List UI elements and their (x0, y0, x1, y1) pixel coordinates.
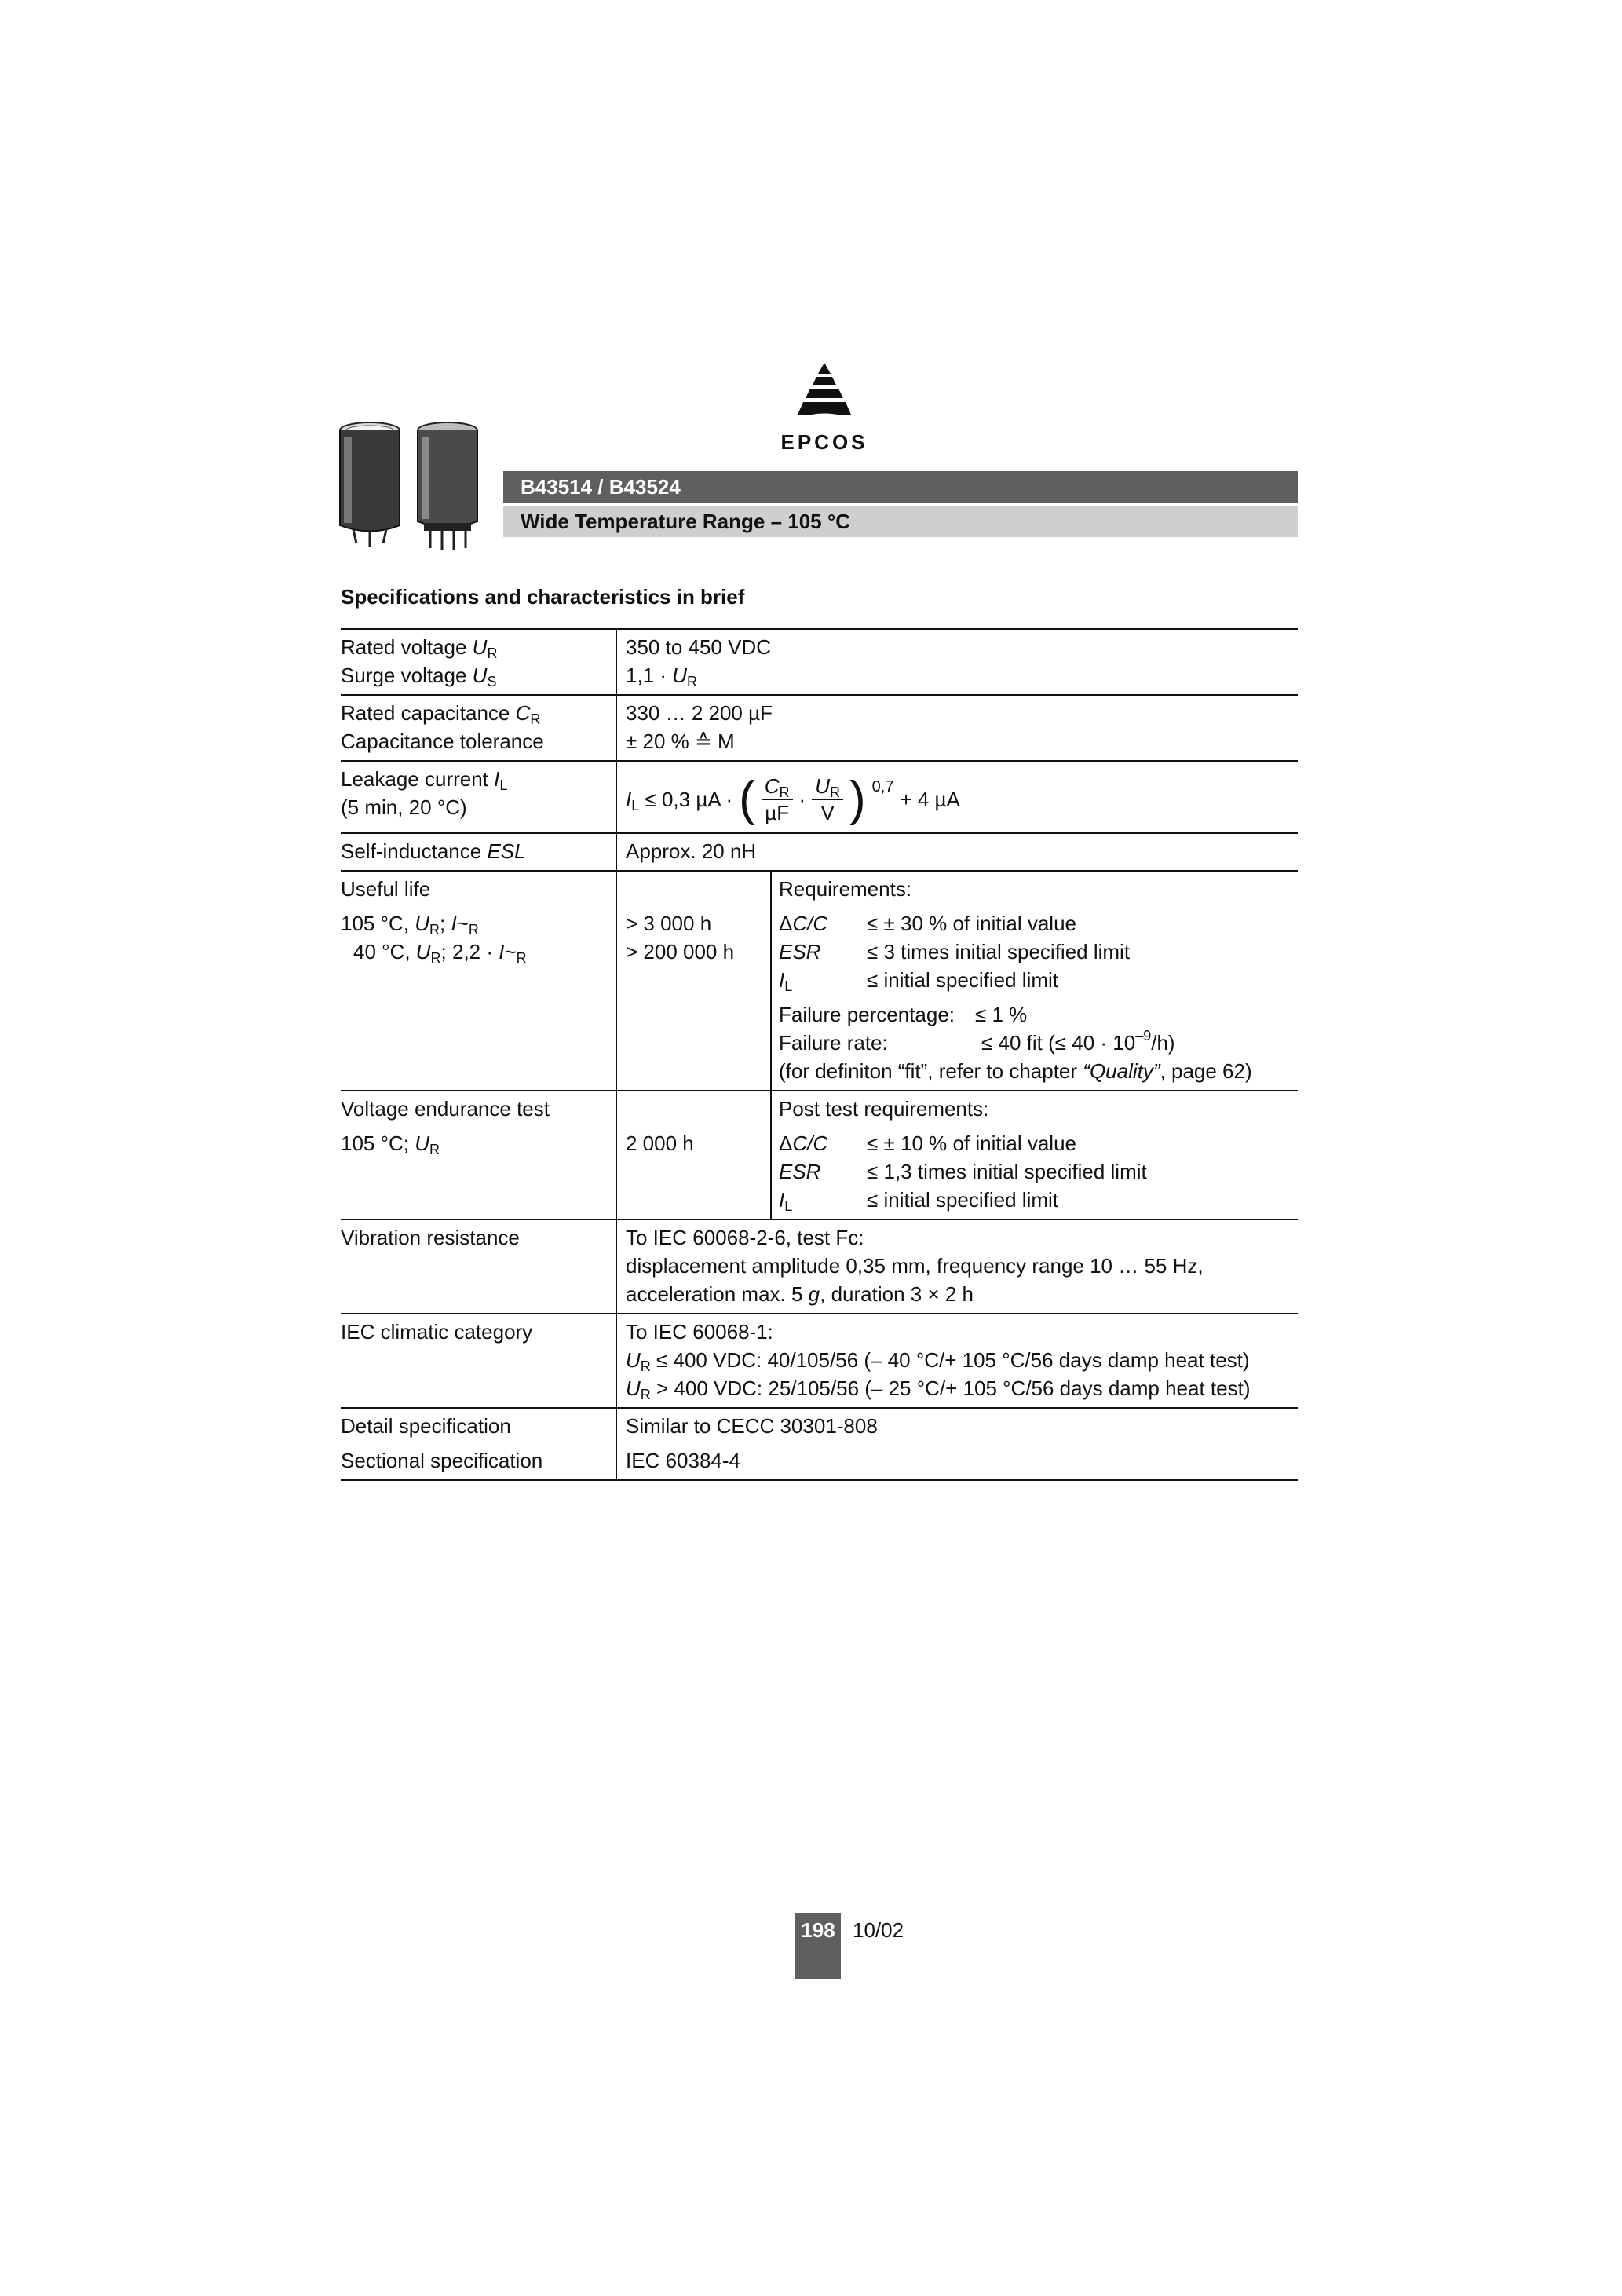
rated-capacitance-label: Rated capacitance $C_R$ (341, 701, 541, 727)
rated-capacitance-value: 330 … 2 200 µF (626, 701, 773, 725)
spec-table (341, 628, 1298, 1481)
formula-tail: + 4 µA (900, 788, 960, 811)
useful-life-req-esr: ESR ≤ 3 times initial specified limit (779, 940, 1131, 963)
leakage-current-label: Leakage current $I_L$ (341, 767, 508, 793)
formula-exponent: 0,7 (871, 778, 894, 795)
climatic-line-3: $U_R > 400$ VDC: 25/105/56 (– 25 °C/+ 105 °C/56 days damp heat test) (626, 1377, 1251, 1402)
climatic-line-2: $U_R \le 400$ VDC: 40/105/56 (– 40 °C/+ 105 °C/56 days damp heat test) (626, 1348, 1250, 1374)
useful-life-req-capacitance-change: ΔC/C ≤ ± 30 % of initial value (779, 912, 1077, 935)
paren-open: ( (739, 772, 755, 826)
spec-row-capacitance (341, 696, 1298, 762)
voltage-endurance-label: Voltage endurance test (341, 1097, 550, 1121)
useful-life-label: Useful life (341, 877, 431, 901)
post-test-requirements-title: Post test requirements: (779, 1097, 989, 1121)
useful-life-condition-2: 40 °C, $U_R$; $2,2 \cdot I\sim_R$ (353, 940, 527, 966)
climatic-label: IEC climatic category (341, 1320, 533, 1344)
section-title: Specifications and characteristics in brief (341, 585, 745, 609)
capacitance-tolerance-label: Capacitance tolerance (341, 729, 544, 753)
post-test-req-leakage: $I_L$ ≤ initial specified limit (779, 1188, 1059, 1214)
climatic-line-1: To IEC 60068-1: (626, 1320, 773, 1344)
fraction-voltage: $\frac{U_R}{V}$ (812, 773, 843, 825)
capacitor-product-image (336, 419, 493, 561)
sectional-spec-label: Sectional specification (341, 1449, 543, 1472)
useful-life-condition-1: 105 °C, $U_R$; $I\sim_R$ (341, 912, 479, 938)
spec-row-climatic (341, 1314, 1298, 1409)
spec-row-voltage-endurance (341, 1091, 1298, 1220)
vibration-line-3: acceleration max. 5 g, duration 3 × 2 h (626, 1282, 974, 1306)
post-test-req-capacitance-change: ΔC/C ≤ ± 10 % of initial value (779, 1132, 1077, 1155)
rated-voltage-label: Rated voltage $U_R$ (341, 635, 498, 661)
capacitance-tolerance-value: ± 20 % ≙ M (626, 729, 735, 753)
spec-row-leakage (341, 762, 1298, 834)
fit-definition-note: (for definiton “fit”, refer to chapter “Quality”, page 62) (779, 1059, 1252, 1083)
epcos-logo (762, 361, 887, 459)
series-title-bar: Wide Temperature Range – 105 °C (503, 506, 1298, 537)
spec-row-esl (341, 834, 1298, 872)
part-number-bar: B43514 / B43524 (503, 471, 1298, 503)
esl-label: Self-inductance ESL (341, 839, 526, 863)
fraction-capacitance: $\frac{C_R}{\text{µF}}$ (762, 773, 793, 825)
spec-row-vibration (341, 1220, 1298, 1314)
sectional-spec-value: IEC 60384-4 (626, 1449, 740, 1472)
page-number: 198 (795, 1913, 841, 1979)
vibration-line-2: displacement amplitude 0,35 mm, frequency range 10 … 55 Hz, (626, 1254, 1204, 1278)
useful-life-req-leakage: $I_L$ ≤ initial specified limit (779, 968, 1059, 994)
vibration-label: Vibration resistance (341, 1226, 520, 1249)
logo-text: EPCOS (780, 430, 868, 454)
leakage-condition: (5 min, 20 °C) (341, 795, 467, 819)
esl-value: Approx. 20 nH (626, 839, 757, 863)
spec-row-voltage (341, 628, 1298, 696)
post-test-req-esr: ESR ≤ 1,3 times initial specified limit (779, 1160, 1147, 1183)
epcos-logo-icon (762, 361, 887, 432)
surge-voltage-value: $1,1 \cdot U_R$ (626, 664, 698, 689)
surge-voltage-label: Surge voltage $U_S$ (341, 664, 497, 689)
detail-spec-value: Similar to CECC 30301-808 (626, 1414, 878, 1438)
leakage-formula: $I_L \le 0,3$ µA · ( $\frac{C_R}{\text{µF}}$ · $\frac{U_R}{V}$ ) 0,7 + 4 µA (626, 772, 960, 826)
useful-life-duration-1: > 3 000 h (626, 912, 712, 935)
capacitor-icon (336, 419, 493, 561)
useful-life-requirements-title: Requirements: (779, 877, 912, 901)
voltage-endurance-condition: 105 °C; $U_R$ (341, 1132, 440, 1157)
failure-percentage: Failure percentage: ≤ 1 % (779, 1003, 1028, 1026)
rated-voltage-value: 350 to 450 VDC (626, 635, 772, 659)
failure-rate: Failure rate: ≤ 40 fit (≤ $40 \cdot 10^{-9}/h$) (779, 1028, 1175, 1055)
vibration-line-1: To IEC 60068-2-6, test Fc: (626, 1226, 864, 1249)
spec-row-specification (341, 1409, 1298, 1481)
spec-row-useful-life (341, 872, 1298, 1091)
paren-close: ) (849, 772, 866, 826)
detail-spec-label: Detail specification (341, 1414, 511, 1438)
useful-life-duration-2: > 200 000 h (626, 940, 735, 963)
page-date: 10/02 (853, 1918, 904, 1942)
voltage-endurance-duration: 2 000 h (626, 1132, 694, 1155)
